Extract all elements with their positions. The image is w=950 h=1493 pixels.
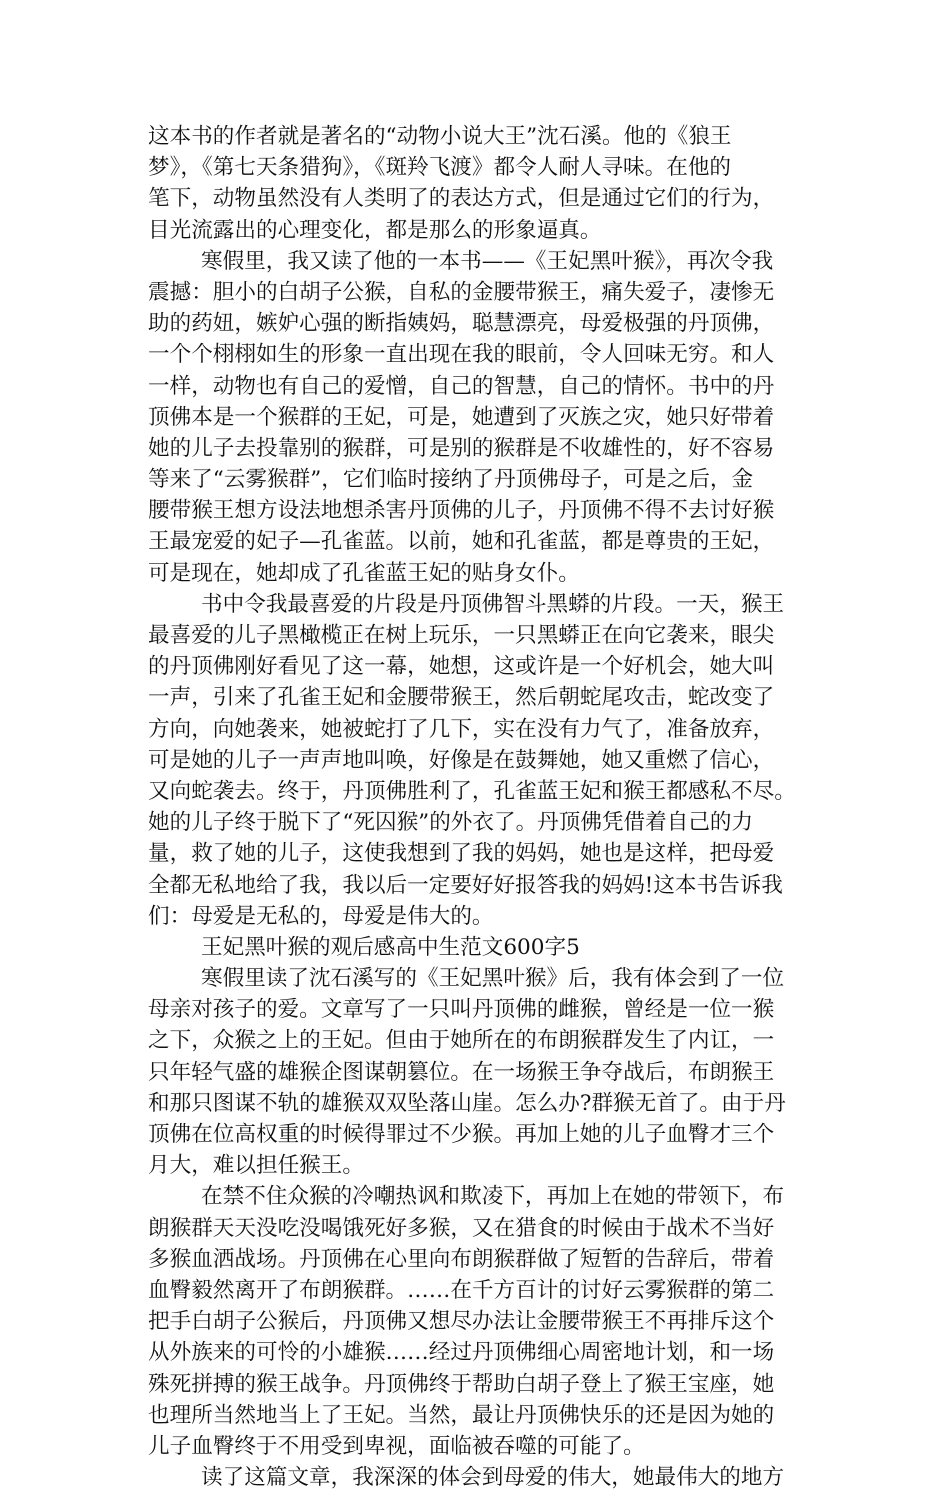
text-line: 梦》，《第七天条猎狗》，《斑羚飞渡》都令人耐人寻味。在他的 — [148, 155, 732, 181]
text-line: 的丹顶佛刚好看见了这一幕，她想，这或许是一个好机会，她大叫 — [148, 654, 775, 680]
text-line: 殊死拼搏的猴王战争。丹顶佛终于帮助白胡子登上了猴王宝座，她 — [148, 1371, 775, 1397]
text-line: 之下，众猴之上的王妃。但由于她所在的布朗猴群发生了内讧，一 — [148, 1028, 775, 1054]
text-line: 和那只图谋不轨的雄猴双双坠落山崖。怎么办?群猴无首了。由于丹 — [148, 1090, 786, 1116]
paragraph-first-line: 读了这篇文章，我深深的体会到母爱的伟大，她最伟大的地方 — [201, 1465, 785, 1491]
text-line: 可是现在，她却成了孔雀蓝王妃的贴身女仆。 — [148, 560, 580, 586]
text-line: 一个个栩栩如生的形象一直出现在我的眼前，令人回味无穷。和人 — [148, 342, 775, 368]
text-line: 最喜爱的儿子黑橄榄正在树上玩乐，一只黑蟒正在向它袭来，眼尖 — [148, 623, 775, 648]
paragraph-first-line: 寒假里，我又读了他的一本书——《王妃黑叶猴》，再次令我 — [201, 248, 774, 274]
text-line: 腰带猴王想方设法地想杀害丹顶佛的儿子，丹顶佛不得不去讨好猴 — [148, 498, 775, 524]
text-line: 她的儿子终于脱下了“死囚猴”的外衣了。丹顶佛凭借着自己的力 — [148, 810, 754, 836]
text-line: 也理所当然地当上了王妃。当然，最让丹顶佛快乐的还是因为她的 — [148, 1402, 775, 1428]
article-body — [148, 121, 804, 1493]
text-line: 只年轻气盛的雄猴企图谋朝篡位。在一场猴王争夺战后，布朗猴王 — [148, 1059, 775, 1085]
text-line: 儿子血臀终于不用受到卑视，面临被吞噬的可能了。 — [148, 1433, 645, 1459]
text-line: 从外族来的可怜的小雄猴……经过丹顶佛细心周密地计划，和一场 — [148, 1340, 775, 1366]
text-line: 这本书的作者就是著名的“动物小说大王”沈石溪。他的《狼王 — [148, 124, 732, 149]
paragraph-first-line: 书中令我最喜爱的片段是丹顶佛智斗黑蟒的片段。一天，猴王 — [201, 591, 785, 617]
paragraph-first-line: 王妃黑叶猴的观后感高中生范文600字5 — [201, 934, 580, 960]
text-line: 顶佛本是一个猴群的王妃，可是，她遭到了灭族之灾，她只好带着 — [148, 404, 775, 430]
text-line: 等来了“云雾猴群”，它们临时接纳了丹顶佛母子，可是之后，金 — [148, 467, 754, 493]
text-line: 月大，难以担任猴王。 — [148, 1153, 364, 1179]
text-line: 她的儿子去投靠别的猴群，可是别的猴群是不收雄性的，好不容易 — [148, 435, 775, 461]
text-line: 一样，动物也有自己的爱憎，自己的智慧，自己的情怀。书中的丹 — [148, 373, 775, 399]
text-line: 助的药妞，嫉妒心强的断指姨妈，聪慧漂亮，母爱极强的丹顶佛， — [148, 311, 775, 337]
text-line: 方向，向她袭来，她被蛇打了几下，实在没有力气了，准备放弃， — [148, 716, 775, 742]
text-line: 多猴血洒战场。丹顶佛在心里向布朗猴群做了短暂的告辞后，带着 — [148, 1246, 775, 1272]
text-line: 血臀毅然离开了布朗猴群。……在千方百计的讨好云雾猴群的第二 — [148, 1277, 775, 1303]
text-line: 量，救了她的儿子，这使我想到了我的妈妈，她也是这样，把母爱 — [148, 841, 775, 867]
text-line: 顶佛在位高权重的时候得罪过不少猴。再加上她的儿子血臀才三个 — [148, 1122, 775, 1147]
paragraph-first-line: 寒假里读了沈石溪写的《王妃黑叶猴》后，我有体会到了一位 — [201, 966, 785, 992]
text-line: 可是她的儿子一声声地叫唤，好像是在鼓舞她，她又重燃了信心， — [148, 747, 775, 773]
text-line: 王最宠爱的妃子—孔雀蓝。以前，她和孔雀蓝，都是尊贵的王妃， — [148, 529, 775, 555]
text-line: 把手白胡子公猴后，丹顶佛又想尽办法让金腰带猴王不再排斥这个 — [148, 1309, 775, 1335]
text-line: 全都无私地给了我，我以后一定要好好报答我的妈妈!这本书告诉我 — [148, 872, 783, 898]
text-line: 一声，引来了孔雀王妃和金腰带猴王，然后朝蛇尾攻击，蛇改变了 — [148, 685, 775, 711]
text-line: 母亲对孩子的爱。文章写了一只叫丹顶佛的雌猴，曾经是一位一猴 — [148, 997, 775, 1023]
text-line: 目光流露出的心理变化，都是那么的形象逼真。 — [148, 217, 602, 243]
text-line: 们：母爱是无私的，母爱是伟大的。 — [148, 903, 494, 929]
text-line: 震撼：胆小的白胡子公猴，自私的金腰带猴王，痛失爱子，凄惨无 — [148, 279, 775, 305]
text-line: 笔下，动物虽然没有人类明了的表达方式，但是通过它们的行为， — [148, 186, 775, 212]
text-line: 朗猴群天天没吃没喝饿死好多猴，又在猎食的时候由于战术不当好 — [148, 1215, 775, 1241]
text-line: 又向蛇袭去。终于，丹顶佛胜利了，孔雀蓝王妃和猴王都感私不尽。 — [148, 778, 796, 804]
paragraph-first-line: 在禁不住众猴的冷嘲热讽和欺凌下，再加上在她的带领下，布 — [201, 1184, 785, 1210]
